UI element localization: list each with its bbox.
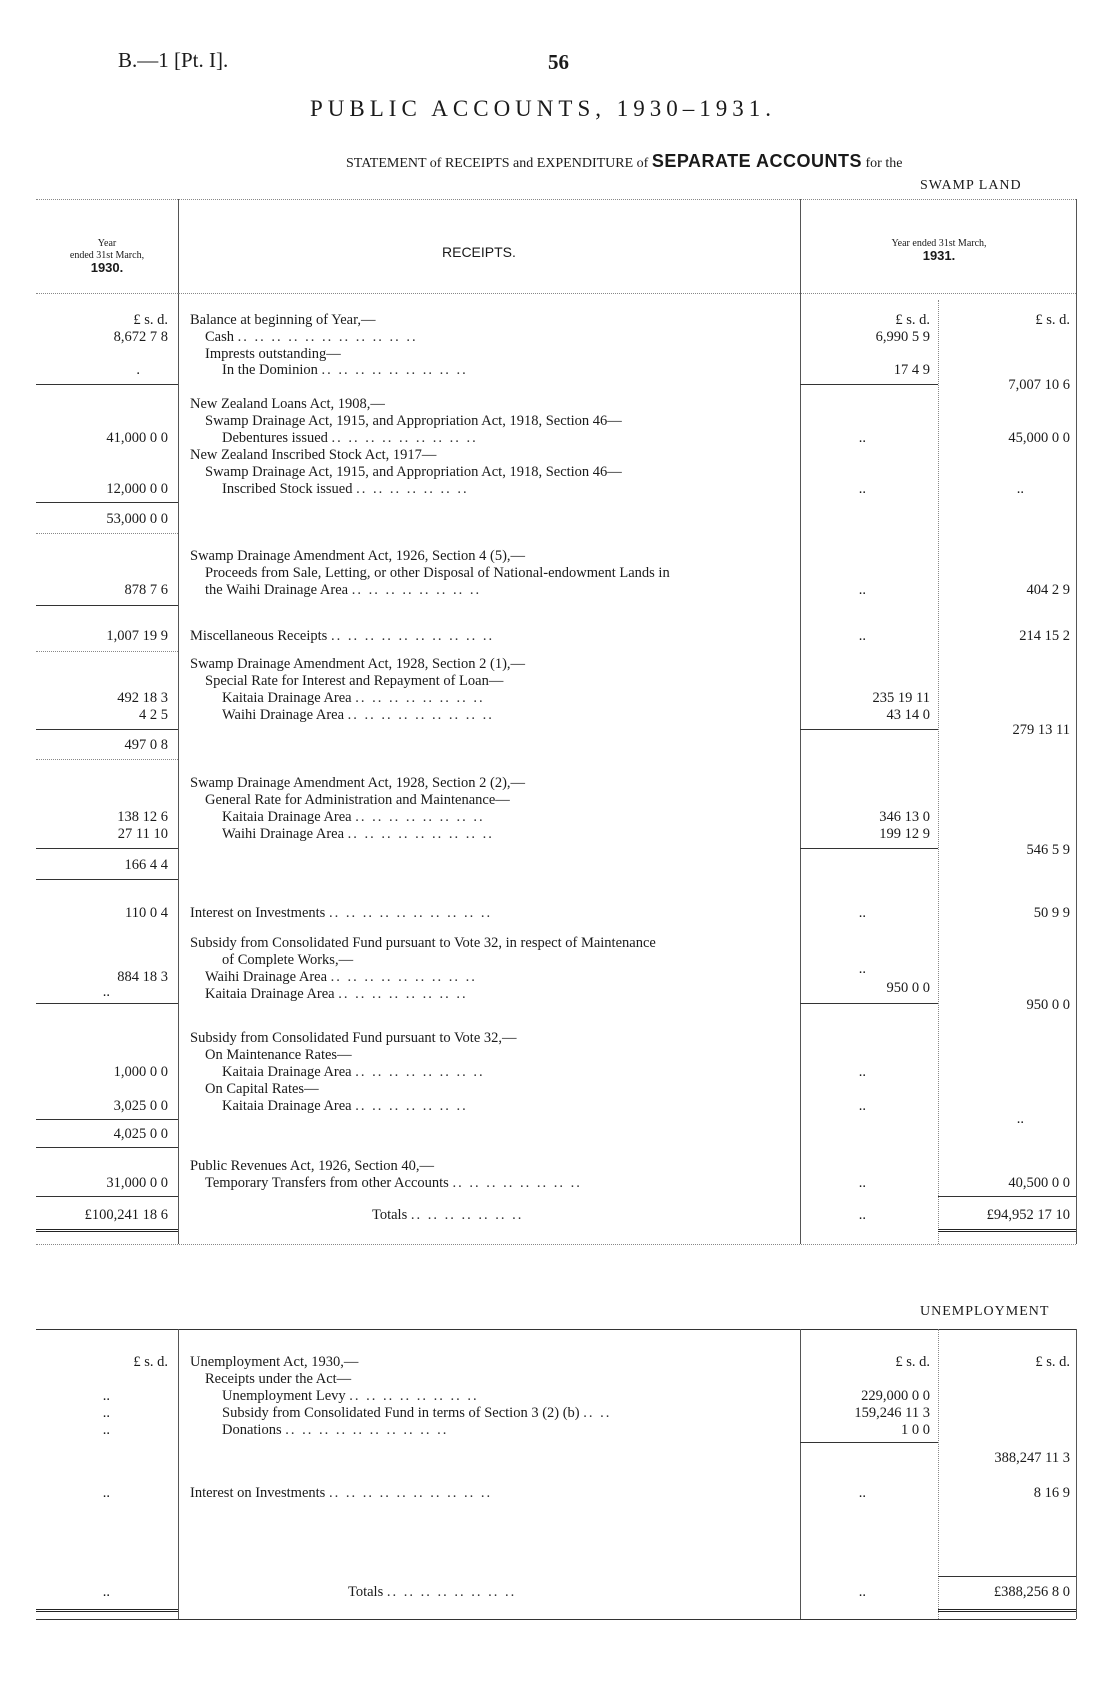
subsidy-waihi-mid: .. [858,961,866,977]
col-header-receipts: RECEIPTS. [442,244,516,260]
page-number: 56 [548,50,569,74]
page-title: PUBLIC ACCOUNTS, 1930–1931. [310,96,776,121]
capital-label: Kaitaia Drainage Area .. .. .. .. .. .. .. [222,1098,468,1114]
revenues-1930: 31,000 0 0 [106,1175,168,1191]
subsidy-sub: of Complete Works,— [222,952,354,968]
totals-1930: £100,241 18 6 [84,1207,168,1223]
document-reference: B.—1 [Pt. I]. [118,48,229,72]
totals-mid: .. [858,1207,866,1223]
general-total-1930: 166 4 4 [124,857,168,873]
capital-heading: On Capital Rates— [205,1081,319,1097]
general-kaitaia-label: Kaitaia Drainage Area .. .. .. .. .. .. .. .. [222,809,485,825]
maint-mid: .. [858,1064,866,1080]
amend1926-heading: Swamp Drainage Amendment Act, 1926, Section 4 (5),— [190,548,526,564]
amend1926-mid: .. [858,582,866,598]
amend1926-label: the Waihi Drainage Area .. .. .. .. .. .. .. .. [205,582,482,598]
amend1926-sub: Proceeds from Sale, Letting, or other Disposal of National-endowment Lands in [205,565,670,581]
swamp-section-title: SWAMP LAND [920,178,1022,193]
u-levy-left: .. [102,1388,110,1404]
interest-mid: .. [858,905,866,921]
general-kaitaia-1930: 138 12 6 [117,809,168,825]
subsidy-kaitaia-1930: .. [102,984,110,1000]
statement-subtitle: STATEMENT of RECEIPTS and EXPENDITURE of SEPARATE ACCOUNTS for the [346,151,903,171]
subsidy-heading: Subsidy from Consolidated Fund pursuant to Vote 32, in respect of Maintenance [190,935,656,951]
special-kaitaia-1930: 492 18 3 [117,690,168,706]
stock-1930: 12,000 0 0 [106,481,168,497]
subsidy-kaitaia-label: Kaitaia Drainage Area .. .. .. .. .. .. .. .. [205,986,468,1002]
general-sub: General Rate for Administration and Maintenance— [205,792,510,808]
unemployment-section-title: UNEMPLOYMENT [920,1304,1050,1319]
revenues-label: Temporary Transfers from other Accounts .. .. .. .. .. .. .. .. [205,1175,582,1191]
cash-1931: 6,990 5 9 [875,329,930,345]
special-waihi-1930: 4 2 5 [139,707,168,723]
col-header-1930: Year ended 31st March, 1930. [69,238,145,275]
u-subsidy-left: .. [102,1405,110,1421]
amend1926-1930: 878 7 6 [124,582,168,598]
subsidy-waihi-1930: 884 18 3 [117,969,168,985]
general-waihi-label: Waihi Drainage Area .. .. .. .. .. .. .. .. .. [222,826,494,842]
subsidy-waihi-label: Waihi Drainage Area .. .. .. .. .. .. .. .. .. [205,969,477,985]
cash-1930: 8,672 7 8 [113,329,168,345]
debentures-1930: 41,000 0 0 [106,430,168,446]
totals-label: Totals .. .. .. .. .. .. .. [372,1207,524,1223]
maint-heading: On Maintenance Rates— [205,1047,352,1063]
general-total-1931: 546 5 9 [1026,842,1070,858]
nzloans-sub: Swamp Drainage Act, 1915, and Appropriation Act, 1918, Section 46— [205,413,622,429]
balance-heading: Balance at beginning of Year,— [190,312,376,328]
col-header-1931: Year ended 31st March, 1931. [891,238,987,263]
u-levy-mid: 229,000 0 0 [861,1388,930,1404]
imprests-label: Imprests outstanding— [205,346,341,362]
u-receipts-heading: Receipts under the Act— [205,1371,352,1387]
dominion-label: In the Dominion .. .. .. .. .. .. .. .. .. [222,362,468,378]
special-total-1930: 497 0 8 [124,737,168,753]
u-interest-mid: .. [858,1485,866,1501]
u-currency-left: £ s. d. [133,1354,168,1370]
currency-left: £ s. d. [133,312,168,328]
special-kaitaia-label: Kaitaia Drainage Area .. .. .. .. .. .. .. .. [222,690,485,706]
stock-mid: .. [858,481,866,497]
interest-1930: 110 0 4 [125,905,168,921]
stock-1931: .. [1016,481,1024,497]
capital-1930: 3,025 0 0 [113,1098,168,1114]
currency-mid: £ s. d. [895,312,930,328]
subsidy-total-1931: 950 0 0 [1026,997,1070,1013]
interest-1931: 50 9 9 [1033,905,1070,921]
u-interest-left: .. [102,1485,110,1501]
special-total-1931: 279 13 11 [1012,722,1070,738]
general-waihi-1930: 27 11 10 [117,826,168,842]
stock-label: Inscribed Stock issued .. .. .. .. .. .. .. [222,481,469,497]
revenues-1931: 40,500 0 0 [1008,1175,1070,1191]
general-waihi-mid: 199 12 9 [879,826,930,842]
u-totals-left: .. [102,1584,110,1600]
revenues-mid: .. [858,1175,866,1191]
loans-total-1930: 53,000 0 0 [106,511,168,527]
u-interest-right: 8 16 9 [1033,1485,1070,1501]
u-totals-mid: .. [858,1584,866,1600]
capital-mid: .. [858,1098,866,1114]
currency-right: £ s. d. [1035,312,1070,328]
revenues-heading: Public Revenues Act, 1926, Section 40,— [190,1158,435,1174]
u-totals-label: Totals .. .. .. .. .. .. .. .. [348,1584,517,1600]
u-donations-mid: 1 0 0 [901,1422,930,1438]
misc-label: Miscellaneous Receipts .. .. .. .. .. .. .. .. .. .. [190,628,495,644]
debentures-mid: .. [858,430,866,446]
stock-heading: New Zealand Inscribed Stock Act, 1917— [190,447,437,463]
general-kaitaia-mid: 346 13 0 [879,809,930,825]
dominion-1930: . [136,362,140,378]
u-subsidy-label: Subsidy from Consolidated Fund in terms of Section 3 (2) (b) .. .. [222,1405,612,1421]
subsidy2-heading: Subsidy from Consolidated Fund pursuant to Vote 32,— [190,1030,517,1046]
u-act-heading: Unemployment Act, 1930,— [190,1354,359,1370]
special-waihi-label: Waihi Drainage Area .. .. .. .. .. .. .. .. .. [222,707,494,723]
misc-1931: 214 15 2 [1019,628,1070,644]
totals-1931: £94,952 17 10 [986,1207,1070,1223]
u-subsidy-mid: 159,246 11 3 [854,1405,930,1421]
u-receipts-total: 388,247 11 3 [994,1450,1070,1466]
u-interest-label: Interest on Investments .. .. .. .. .. .. .. .. .. .. [190,1485,493,1501]
misc-1930: 1,007 19 9 [106,628,168,644]
special-sub: Special Rate for Interest and Repayment of Loan— [205,673,504,689]
u-totals-right: £388,256 8 0 [993,1584,1070,1600]
misc-mid: .. [858,628,866,644]
special-kaitaia-mid: 235 19 11 [872,690,930,706]
debentures-1931: 45,000 0 0 [1008,430,1070,446]
special-heading: Swamp Drainage Amendment Act, 1928, Section 2 (1),— [190,656,526,672]
stock-sub: Swamp Drainage Act, 1915, and Appropriation Act, 1918, Section 46— [205,464,622,480]
amend1926-1931: 404 2 9 [1026,582,1070,598]
general-heading: Swamp Drainage Amendment Act, 1928, Section 2 (2),— [190,775,526,791]
interest-label: Interest on Investments .. .. .. .. .. .. .. .. .. .. [190,905,493,921]
debentures-label: Debentures issued .. .. .. .. .. .. .. .. .. [222,430,478,446]
subsidy-kaitaia-mid: 950 0 0 [886,980,930,996]
cash-label: Cash .. .. .. .. .. .. .. .. .. .. .. [205,329,418,345]
subsidy2-total-1930: 4,025 0 0 [113,1126,168,1142]
u-donations-label: Donations .. .. .. .. .. .. .. .. .. .. [222,1422,449,1438]
u-levy-label: Unemployment Levy .. .. .. .. .. .. .. .. [222,1388,479,1404]
nzloans-heading: New Zealand Loans Act, 1908,— [190,396,385,412]
dominion-1931: 17 4 9 [893,362,930,378]
maint-label: Kaitaia Drainage Area .. .. .. .. .. .. .. .. [222,1064,485,1080]
special-waihi-mid: 43 14 0 [886,707,930,723]
subsidy2-total-1931: .. [1016,1111,1024,1127]
u-currency-mid: £ s. d. [895,1354,930,1370]
u-donations-left: .. [102,1422,110,1438]
u-currency-right: £ s. d. [1035,1354,1070,1370]
balance-total-1931: 7,007 10 6 [1008,377,1070,393]
maint-1930: 1,000 0 0 [113,1064,168,1080]
